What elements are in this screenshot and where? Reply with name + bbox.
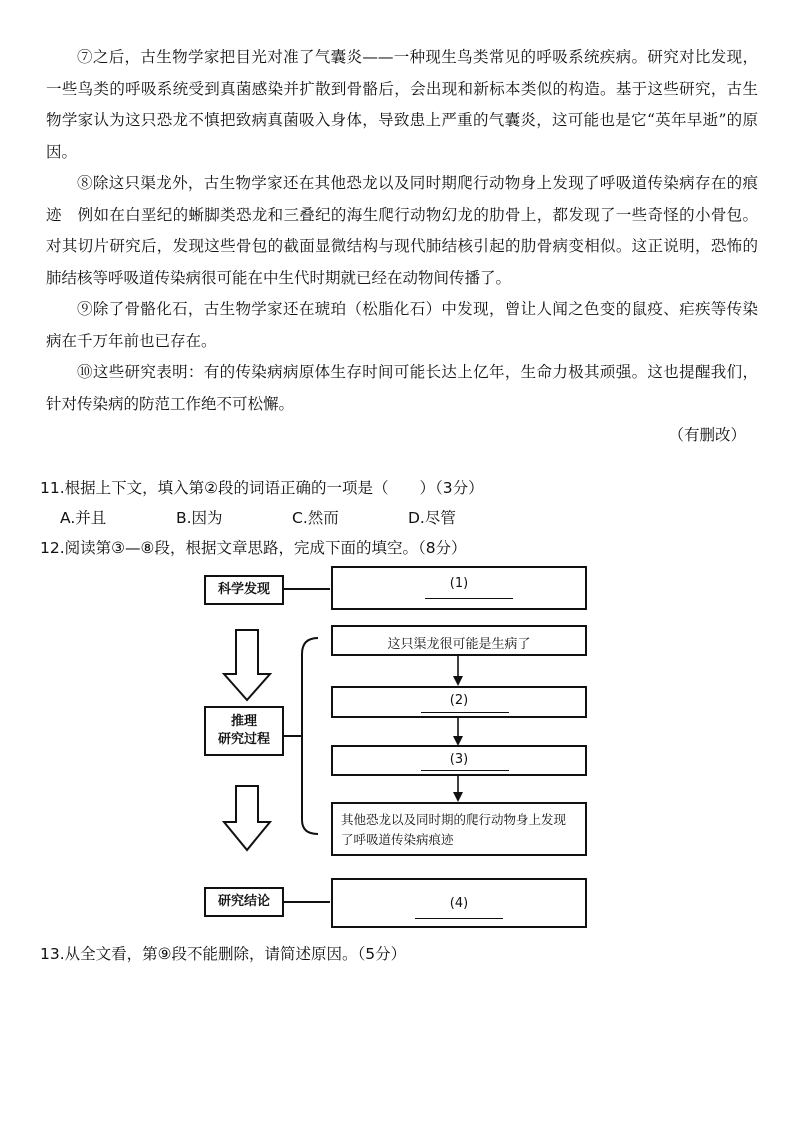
blank-2-line	[421, 712, 509, 713]
source-note: （有删改）	[668, 426, 746, 444]
label-research-conclusion: 研究结论	[217, 894, 270, 909]
option-a[interactable]: A.并且	[60, 509, 107, 527]
label-research-process: 研究过程	[217, 732, 270, 747]
blank-2-label: (2)	[449, 693, 469, 708]
blank-1-line	[425, 598, 513, 599]
option-b[interactable]: B.因为	[176, 509, 223, 527]
blank-3-line	[421, 770, 509, 771]
blank-3-label: (3)	[449, 752, 469, 767]
step-sick-text: 这只渠龙很可能是生病了	[387, 637, 531, 652]
label-scientific-discovery: 科学发现	[217, 582, 270, 597]
question-11: 11.根据上下文，填入第②段的词语正确的一项是（ ）（3分）	[40, 479, 484, 497]
answer-box-2[interactable]	[331, 686, 587, 718]
box-research-conclusion	[204, 887, 284, 917]
paragraph-8: ⑧除这只渠龙外，古生物学家还在其他恐龙以及同时期爬行动物身上发现了呼吸道传染病存在的痕迹 例如在白垩纪的蜥脚类恐龙和三叠纪的海生爬行动物幻龙的肋骨上，都发现了一些奇怪的小骨包。对其切片研究后，发现这些骨包的截面显微结构与现代肺结核引起的肋骨病变相似。这正说明，恐怖的肺结核等呼吸道传染病很可能在中生代时期就已经在动物间传播了。	[46, 174, 758, 287]
option-d[interactable]: D.尽管	[408, 509, 456, 527]
blank-4-label: (4)	[449, 896, 469, 911]
blank-4-line	[415, 918, 503, 919]
step-other-dinosaurs-text: 其他恐龙以及同时期的爬行动物身上发现了呼吸道传染病痕迹	[341, 812, 567, 847]
question-12: 12.阅读第③—⑧段，根据文章思路，完成下面的填空。（8分）	[40, 539, 467, 557]
option-c[interactable]: C.然而	[292, 509, 339, 527]
answer-box-3[interactable]	[331, 745, 587, 776]
box-step-other-dinosaurs	[331, 802, 587, 856]
paragraph-9: ⑨除了骨骼化石，古生物学家还在琥珀（松脂化石）中发现，曾让人闻之色变的鼠疫、疟疾等传染病在千万年前也已存在。	[46, 300, 758, 350]
paragraph-10: ⑩这些研究表明：有的传染病病原体生存时间可能长达上亿年，生命力极其顽强。这也提醒我们，针对传染病的防范工作绝不可松懈。	[46, 363, 758, 413]
answer-box-4[interactable]	[331, 878, 587, 928]
paragraph-7: ⑦之后，古生物学家把目光对准了气囊炎——一种现生鸟类常见的呼吸系统疾病。研究对比发现，一些鸟类的呼吸系统受到真菌感染并扩散到骨骼后，会出现和新标本类似的构造。基于这些研究，古生物学家认为这只恐龙不慎把致病真菌吸入身体，导致患上严重的气囊炎，这可能也是它“英年早逝”的原因。	[46, 48, 758, 161]
box-step-sick	[331, 625, 587, 656]
box-research-process	[204, 706, 284, 756]
label-reasoning: 推理	[230, 714, 257, 729]
box-scientific-discovery	[204, 575, 284, 605]
answer-box-1[interactable]	[331, 566, 587, 610]
blank-1-label: (1)	[449, 576, 469, 591]
question-13: 13.从全文看，第⑨段不能删除，请简述原因。（5分）	[40, 945, 407, 963]
